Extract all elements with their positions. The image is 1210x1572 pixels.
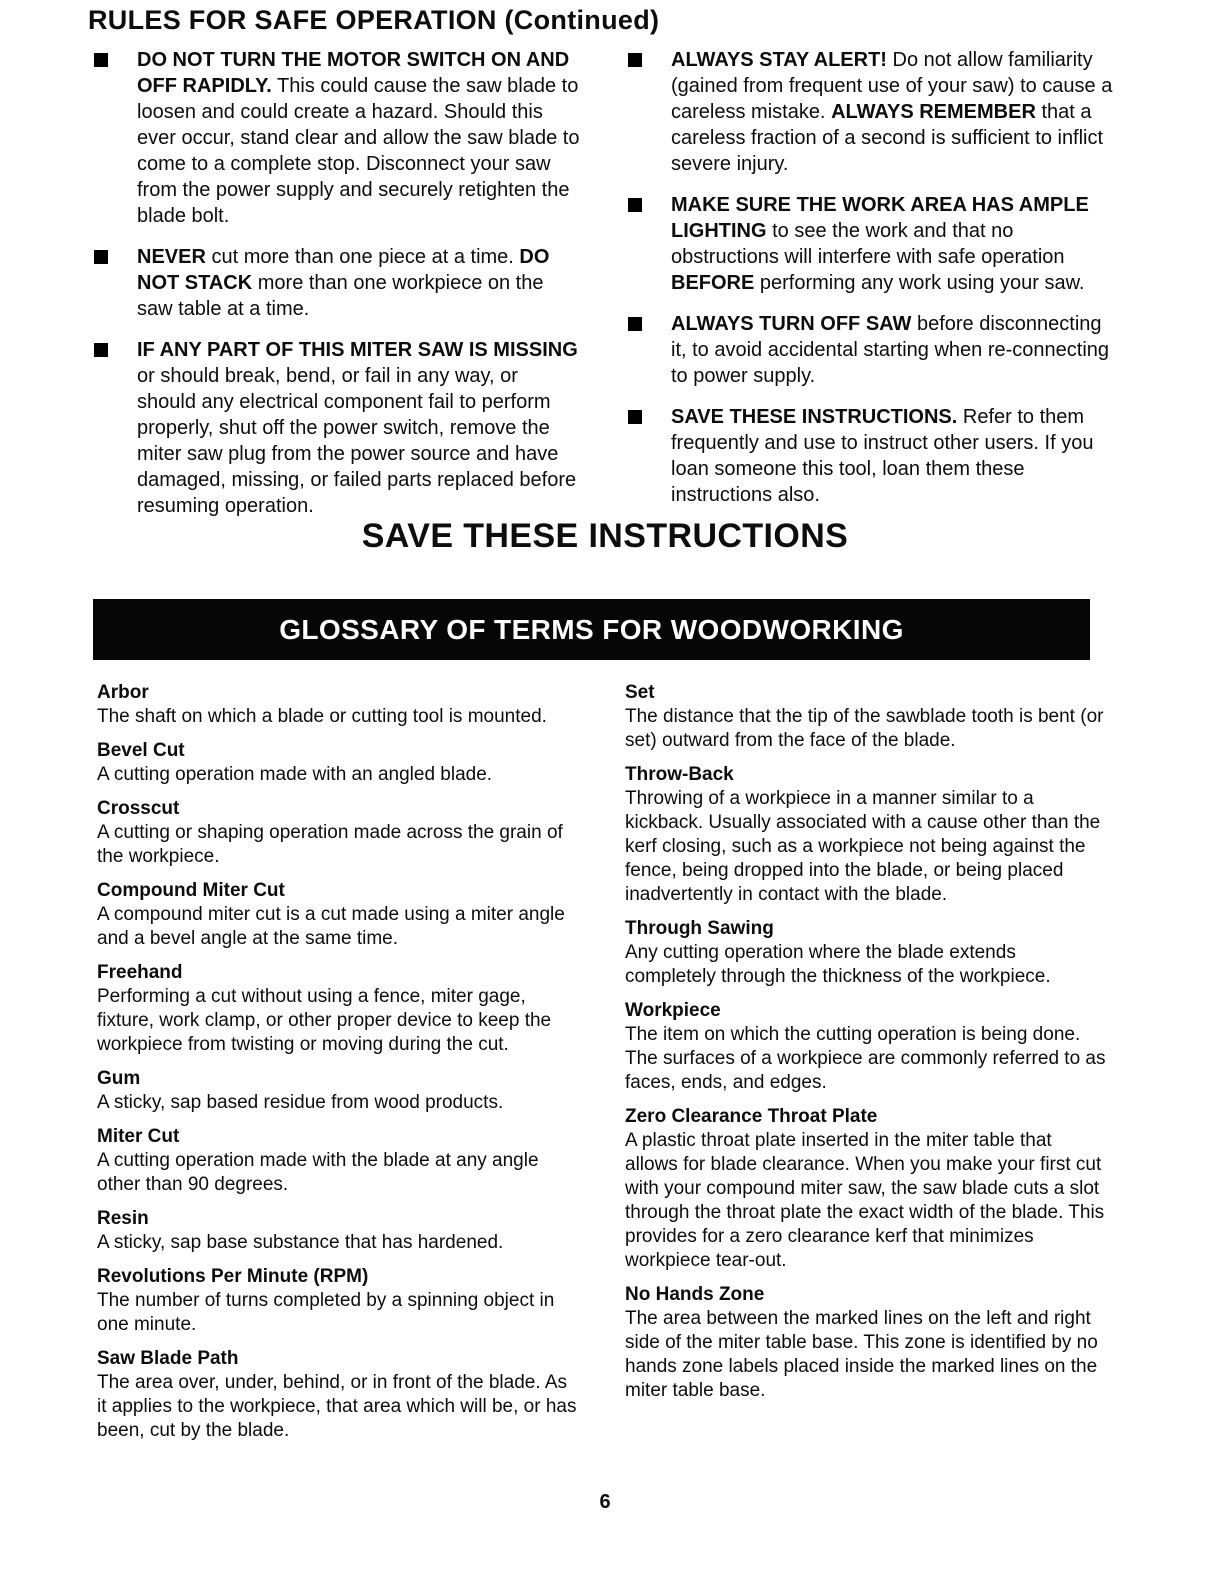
glossary-definition: Performing a cut without using a fence, miter gage, fixture, work clamp, or other proper device to keep the workpiece from twisting or moving during the cut.	[97, 986, 552, 1055]
rules-column-right	[622, 47, 1114, 523]
page-number: 6	[599, 1491, 611, 1513]
glossary-definition: Any cutting operation where the blade extends completely through the thickness of the workpiece.	[625, 942, 1051, 987]
glossary-term: Gum	[97, 1068, 141, 1089]
glossary-entry	[625, 1283, 1109, 1403]
glossary-definition: The area between the marked lines on the left and right side of the miter table base. This zone is identified by no hands zone labels placed inside the marked lines on the miter table base.	[625, 1308, 1098, 1401]
glossary-entry	[625, 763, 1109, 907]
glossary-definition: A sticky, sap base substance that has hardened.	[97, 1232, 504, 1253]
glossary-entry	[97, 1347, 581, 1443]
glossary-definition: The number of turns completed by a spinning object in one minute.	[97, 1290, 555, 1335]
glossary-section	[97, 681, 1109, 1453]
glossary-term: Bevel Cut	[97, 740, 185, 761]
glossary-term: Compound Miter Cut	[97, 880, 285, 901]
glossary-definition: The distance that the tip of the sawblade tooth is bent (or set) outward from the face of the blade.	[625, 706, 1104, 751]
rule-text: DO NOT TURN THE MOTOR SWITCH ON AND OFF RAPIDLY. This could cause the saw blade to loosen and could create a hazard. Should this ever occur, stand clear and allow the saw blade to come to a complete stop. Disconnect your saw from the power supply and securely retighten the blade bolt.	[137, 49, 580, 227]
safety-rules-section	[88, 47, 1114, 534]
glossary-term: Throw-Back	[625, 764, 734, 785]
glossary-definition: A plastic throat plate inserted in the miter table that allows for blade clearance. When you make your first cut with your compound miter saw, the saw blade cuts a slot through the throat plate the exact width of the blade. This provides for a zero clearance kerf that minimizes workpiece tear-out.	[625, 1130, 1105, 1271]
rule-text: IF ANY PART OF THIS MITER SAW IS MISSING or should break, bend, or fail in any way, or should any electrical component fail to perform properly, shut off the power switch, remove the miter saw plug from the power source and have damaged, missing, or failed parts replaced before resuming operation.	[137, 339, 578, 517]
rule-text: SAVE THESE INSTRUCTIONS. Refer to them frequently and use to instruct other users. If you loan someone this tool, loan them these instructions also.	[671, 406, 1094, 506]
glossary-entry	[97, 739, 581, 787]
glossary-term: Miter Cut	[97, 1126, 180, 1147]
glossary-definition: A cutting operation made with an angled blade.	[97, 764, 493, 785]
rule-item	[88, 244, 580, 322]
glossary-term: Saw Blade Path	[97, 1348, 239, 1369]
rule-text: MAKE SURE THE WORK AREA HAS AMPLE LIGHTING to see the work and that no obstructions will interfere with safe operation BEFORE performing any work using your saw.	[671, 194, 1089, 294]
bullet-square-icon	[94, 343, 108, 357]
bullet-square-icon	[628, 317, 642, 331]
bullet-square-icon	[628, 53, 642, 67]
glossary-term: Freehand	[97, 962, 183, 983]
glossary-definition: A cutting operation made with the blade at any angle other than 90 degrees.	[97, 1150, 539, 1195]
glossary-column-right	[625, 681, 1109, 1413]
glossary-term: Revolutions Per Minute (RPM)	[97, 1266, 369, 1287]
glossary-definition: A compound miter cut is a cut made using a miter angle and a bevel angle at the same time.	[97, 904, 565, 949]
page-title: RULES FOR SAFE OPERATION (Continued)	[88, 5, 660, 35]
glossary-term: Zero Clearance Throat Plate	[625, 1106, 878, 1127]
glossary-definition: The shaft on which a blade or cutting tool is mounted.	[97, 706, 547, 727]
rule-text: NEVER cut more than one piece at a time. DO NOT STACK more than one workpiece on the saw table at a time.	[137, 246, 550, 320]
glossary-entry	[97, 879, 581, 951]
rule-item	[88, 337, 580, 519]
glossary-entry	[625, 917, 1109, 989]
glossary-definition: The area over, under, behind, or in front of the blade. As it applies to the workpiece, that area which will be, or has been, cut by the blade.	[97, 1372, 577, 1441]
bullet-square-icon	[94, 250, 108, 264]
rule-text: ALWAYS STAY ALERT! Do not allow familiarity (gained from frequent use of your saw) to cause a careless mistake. ALWAYS REMEMBER that a careless fraction of a second is sufficient to inflict severe injury.	[671, 49, 1113, 175]
rule-item	[622, 311, 1114, 389]
rule-item	[88, 47, 580, 229]
glossary-entry	[625, 681, 1109, 753]
rule-item	[622, 47, 1114, 177]
glossary-term: Crosscut	[97, 798, 180, 819]
glossary-entry	[97, 1067, 581, 1115]
glossary-definition: A cutting or shaping operation made across the grain of the workpiece.	[97, 822, 563, 867]
save-instructions-heading: SAVE THESE INSTRUCTIONS	[361, 517, 849, 555]
bullet-square-icon	[628, 410, 642, 424]
glossary-term: No Hands Zone	[625, 1284, 765, 1305]
glossary-banner-title: GLOSSARY OF TERMS FOR WOODWORKING	[279, 613, 904, 645]
rule-text: ALWAYS TURN OFF SAW before disconnecting it, to avoid accidental starting when re-connecting to power supply.	[671, 313, 1110, 387]
glossary-entry	[625, 1105, 1109, 1273]
glossary-banner	[93, 599, 1090, 660]
glossary-entry	[625, 999, 1109, 1095]
bullet-square-icon	[94, 53, 108, 67]
glossary-entry	[97, 1125, 581, 1197]
rule-item	[622, 404, 1114, 508]
glossary-term: Set	[625, 682, 655, 703]
glossary-entry	[97, 1265, 581, 1337]
glossary-entry	[97, 1207, 581, 1255]
glossary-entry	[97, 681, 581, 729]
glossary-column-left	[97, 681, 581, 1453]
glossary-entry	[97, 797, 581, 869]
glossary-definition: A sticky, sap based residue from wood products.	[97, 1092, 504, 1113]
glossary-term: Resin	[97, 1208, 149, 1229]
glossary-definition: The item on which the cutting operation is being done. The surfaces of a workpiece are commonly referred to as faces, ends, and edges.	[625, 1024, 1106, 1093]
bullet-square-icon	[628, 198, 642, 212]
rule-item	[622, 192, 1114, 296]
glossary-definition: Throwing of a workpiece in a manner similar to a kickback. Usually associated with a cause other than the kerf closing, such as a workpiece not being against the fence, being dropped into the blade, or being placed inadvertently in contact with the blade.	[625, 788, 1101, 905]
rules-column-left	[88, 47, 580, 534]
glossary-entry	[97, 961, 581, 1057]
glossary-term: Workpiece	[625, 1000, 721, 1021]
glossary-term: Through Sawing	[625, 918, 774, 939]
glossary-term: Arbor	[97, 682, 149, 703]
